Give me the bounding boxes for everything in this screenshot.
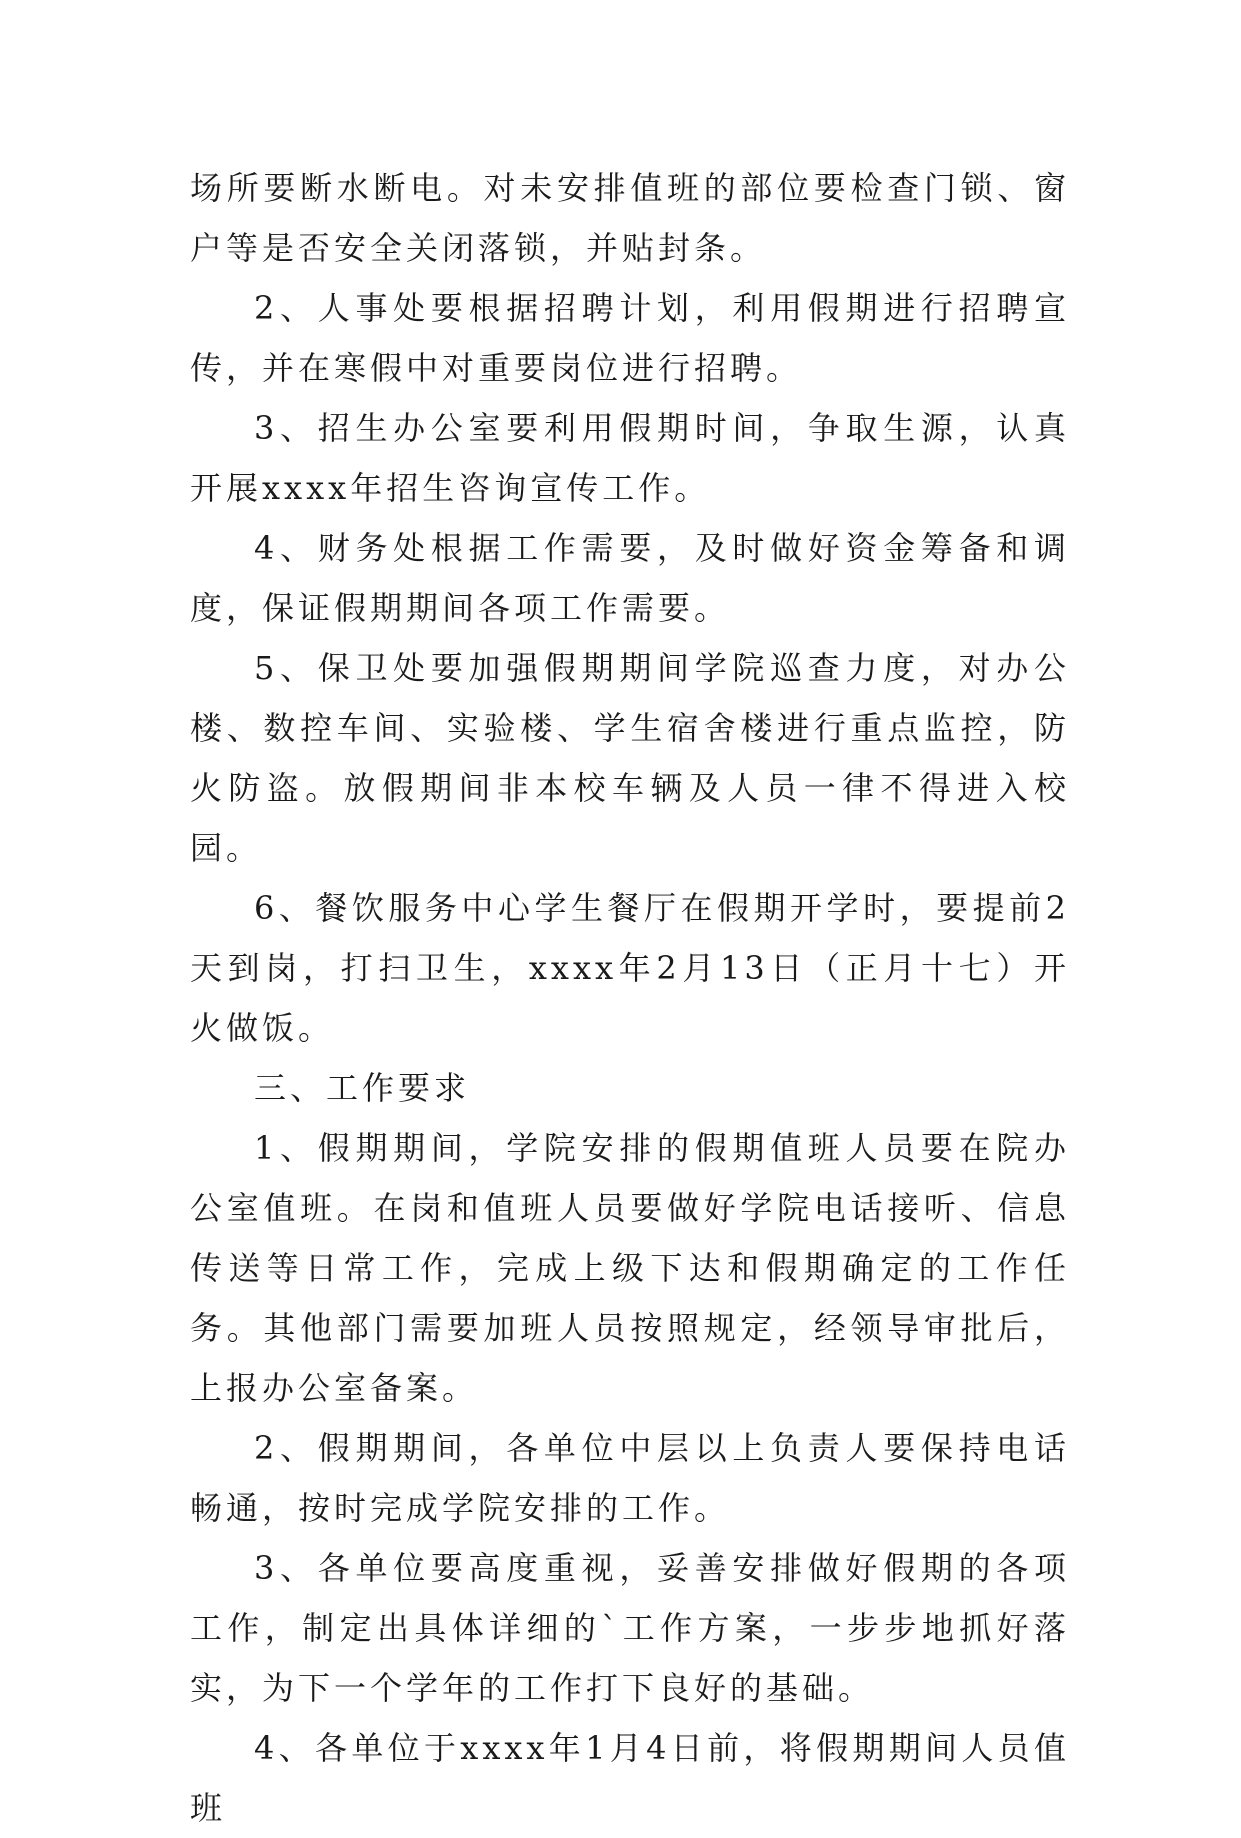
paragraph-admissions: 3、招生办公室要利用假期时间，争取生源，认真开展xxxx年招生咨询宣传工作。	[190, 409, 1070, 507]
paragraph-work-plan: 3、各单位要高度重视，妥善安排做好假期的各项工作，制定出具体详细的`工作方案，一步步地抓好落实，为下一个学年的工作打下良好的基础。	[190, 1549, 1070, 1707]
paragraph-finance: 4、财务处根据工作需要，及时做好资金筹备和调度，保证假期期间各项工作需要。	[190, 529, 1070, 627]
paragraph-phone-contact: 2、假期期间，各单位中层以上负责人要保持电话畅通，按时完成学院安排的工作。	[190, 1429, 1070, 1527]
section-heading-requirements: 三、工作要求	[254, 1069, 471, 1107]
paragraph-duty-schedule: 4、各单位于xxxx年1月4日前，将假期期间人员值班	[190, 1729, 1070, 1827]
paragraph-continuation: 场所要断水断电。对未安排值班的部位要检查门锁、窗户等是否安全关闭落锁，并贴封条。	[190, 169, 1070, 267]
paragraph-hr-recruitment: 2、人事处要根据招聘计划，利用假期进行招聘宣传，并在寒假中对重要岗位进行招聘。	[190, 289, 1070, 387]
paragraph-security: 5、保卫处要加强假期期间学院巡查力度，对办公楼、数控车间、实验楼、学生宿舍楼进行重点监控，防火防盗。放假期间非本校车辆及人员一律不得进入校园。	[190, 649, 1070, 867]
document-body	[190, 158, 1070, 1838]
paragraph-dining: 6、餐饮服务中心学生餐厅在假期开学时，要提前2天到岗，打扫卫生，xxxx年2月13日（正月十七）开火做饭。	[190, 889, 1070, 1047]
paragraph-duty-staff: 1、假期期间，学院安排的假期值班人员要在院办公室值班。在岗和值班人员要做好学院电话接听、信息传送等日常工作，完成上级下达和假期确定的工作任务。其他部门需要加班人员按照规定，经领导审批后，上报办公室备案。	[190, 1129, 1070, 1407]
